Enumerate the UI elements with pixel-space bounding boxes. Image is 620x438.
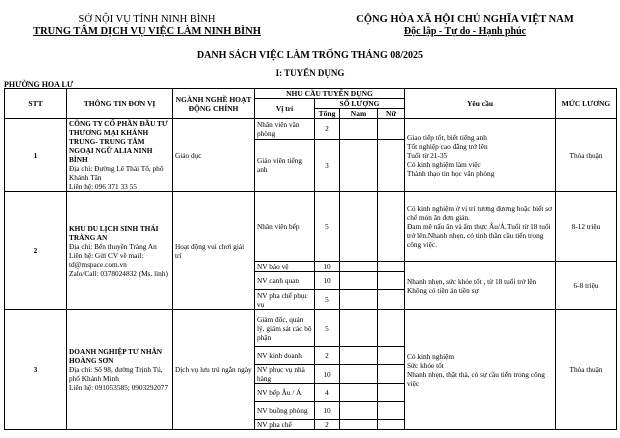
section-heading: I: TUYỂN DỤNG [275,68,345,78]
position-female [378,310,405,347]
position-female [378,290,405,310]
position-female [378,119,405,140]
position-total: 5 [315,310,340,347]
company-name: KHU DU LỊCH SINH THÁI TRÀNG AN [69,223,159,242]
position-male [340,347,378,365]
position-name: Nhân viên văn phòng [255,119,315,140]
col-header-stt: STT [5,89,67,119]
issuer-center: TRUNG TÂM DỊCH VỤ VIỆC LÀM NINH BÌNH [33,26,261,37]
company-info [67,310,173,430]
col-header-total: Tổng [315,109,340,119]
position-male [340,272,378,290]
col-header-position: Vị trí [255,99,315,119]
position-male [340,310,378,347]
job-vacancy-table [4,88,617,430]
position-male [340,139,378,191]
col-header-requirement: Yêu cầu [405,89,556,119]
col-header-quantity: SỐ LƯỢNG [315,99,405,109]
requirement: Có kinh nghiệm ở vị trí tương đương hoặc biết sơ chế món ăn đơn giản. Đam mê nấu ăn và ẩm thực Âu/Á.Tuổi từ 18 tuổi trở lên.Nhanh nhẹn, có tinh thần cầu tiến trong công việc. [405,192,556,262]
company-info [67,192,173,310]
national-title: CỘNG HÒA XÃ HỘI CHỦ NGHĨA VIỆT NAM [356,14,574,25]
col-header-salary: MỨC LƯƠNG [556,89,617,119]
position-name: NV kinh doanh [255,347,315,365]
position-total: 10 [315,272,340,290]
position-name: NV canh quan [255,272,315,290]
requirement: Nhanh nhẹn, sức khỏe tốt , từ 18 tuổi trở lên Không có tiền án tiền sự [405,262,556,310]
ward-label: PHƯỜNG HOA LƯ [4,80,74,89]
row-stt: 3 [5,310,67,430]
position-name: NV buồng phòng [255,402,315,420]
issuer-block [22,14,272,38]
position-male [340,384,378,402]
position-total: 2 [315,347,340,365]
national-motto-block [325,14,605,38]
position-female [378,420,405,430]
col-header-industry: NGÀNH NGHỀ HOẠT ĐỘNG CHÍNH [173,89,255,119]
position-total: 10 [315,402,340,420]
position-name: NV pha chế [255,420,315,430]
position-male [340,119,378,140]
position-total: 5 [315,192,340,262]
document-title: DANH SÁCH VIỆC LÀM TRỐNG THÁNG 08/2025 [196,50,424,61]
salary: Thỏa thuận [556,119,617,192]
position-male [340,192,378,262]
position-male [340,262,378,272]
table-row [5,192,617,262]
row-stt: 1 [5,119,67,192]
position-total: 10 [315,365,340,384]
position-female [378,365,405,384]
position-male [340,402,378,420]
position-total: 3 [315,139,340,191]
requirement: Giao tiếp tốt, biết tiếng anh Tốt nghiệp cao đẳng trở lên Tuổi từ 21-35 Có kinh nghiệm làm việc Thành thạo tin học văn phòng [405,119,556,192]
table-row [5,119,617,140]
position-male [340,420,378,430]
row-stt: 2 [5,192,67,310]
company-contact: Liên hệ: 096 371 33 55 [69,182,137,191]
position-name: Giáo viên tiếng anh [255,139,315,191]
col-header-info: THÔNG TIN ĐƠN VỊ [67,89,173,119]
position-male [340,290,378,310]
document-header [0,14,620,42]
company-address: Địa chỉ: Bến thuyền Tràng An [69,241,157,251]
company-contact: Liên hệ: 091053585; 0903292077 [69,383,169,392]
company-contact: Liên hệ: Gửi CV về mail: td@mspace.com.vn Zalo/Call: 0378024832 (Ms. linh) [69,250,168,278]
salary: 6-8 triệu [556,262,617,310]
industry: Hoạt động vui chơi giải trí [173,192,255,310]
position-name: Nhân viên bếp [255,192,315,262]
position-male [340,365,378,384]
position-female [378,347,405,365]
position-female [378,402,405,420]
position-total: 2 [315,420,340,430]
requirement: Có kinh nghiệm Sức khỏe tốt Nhanh nhẹn, thật thà, có sự cầu tiến trong công việc [405,310,556,430]
col-header-female: Nữ [378,109,405,119]
industry: Giáo dục [173,119,255,192]
position-female [378,262,405,272]
position-name: NV pha chế phục vụ [255,290,315,310]
col-header-male: Nam [340,109,378,119]
position-total: 10 [315,262,340,272]
table-row [5,310,617,347]
col-header-need: NHU CẦU TUYỂN DỤNG [255,89,405,99]
issuer-agency: SỞ NỘI VỤ TỈNH NINH BÌNH [78,14,216,25]
company-info [67,119,173,192]
position-name: NV phục vụ nhà hàng [255,365,315,384]
position-name: NV bếp Âu / Á [255,384,315,402]
position-female [378,384,405,402]
position-name: NV bảo vệ [255,262,315,272]
salary: Thỏa thuận [556,310,617,430]
company-name: CÔNG TY CỔ PHẦN ĐẦU TƯ THƯƠNG MẠI KHÁNH TRUNG- TRUNG TÂM NGOẠI NGỮ ALIA NINH BÌNH [69,119,168,164]
position-female [378,272,405,290]
position-total: 4 [315,384,340,402]
position-female [378,192,405,262]
national-motto: Độc lập - Tự do - Hạnh phúc [403,26,527,37]
position-female [378,139,405,191]
company-name: DOANH NGHIỆP TƯ NHÂN HOÀNG SƠN [69,347,163,365]
industry: Dịch vụ lưu trú ngắn ngày [173,310,255,430]
company-address: Địa chỉ: Đường Lê Thái Tổ, phố Khánh Tân [69,164,164,182]
salary: 8-12 triệu [556,192,617,262]
position-total: 2 [315,119,340,140]
position-name: Giám đốc, quản lý, giám sát các bộ phận [255,310,315,347]
company-address: Địa chỉ: Số 98, đường Trịnh Tú, phố Khánh Minh [69,365,163,383]
position-total: 5 [315,290,340,310]
